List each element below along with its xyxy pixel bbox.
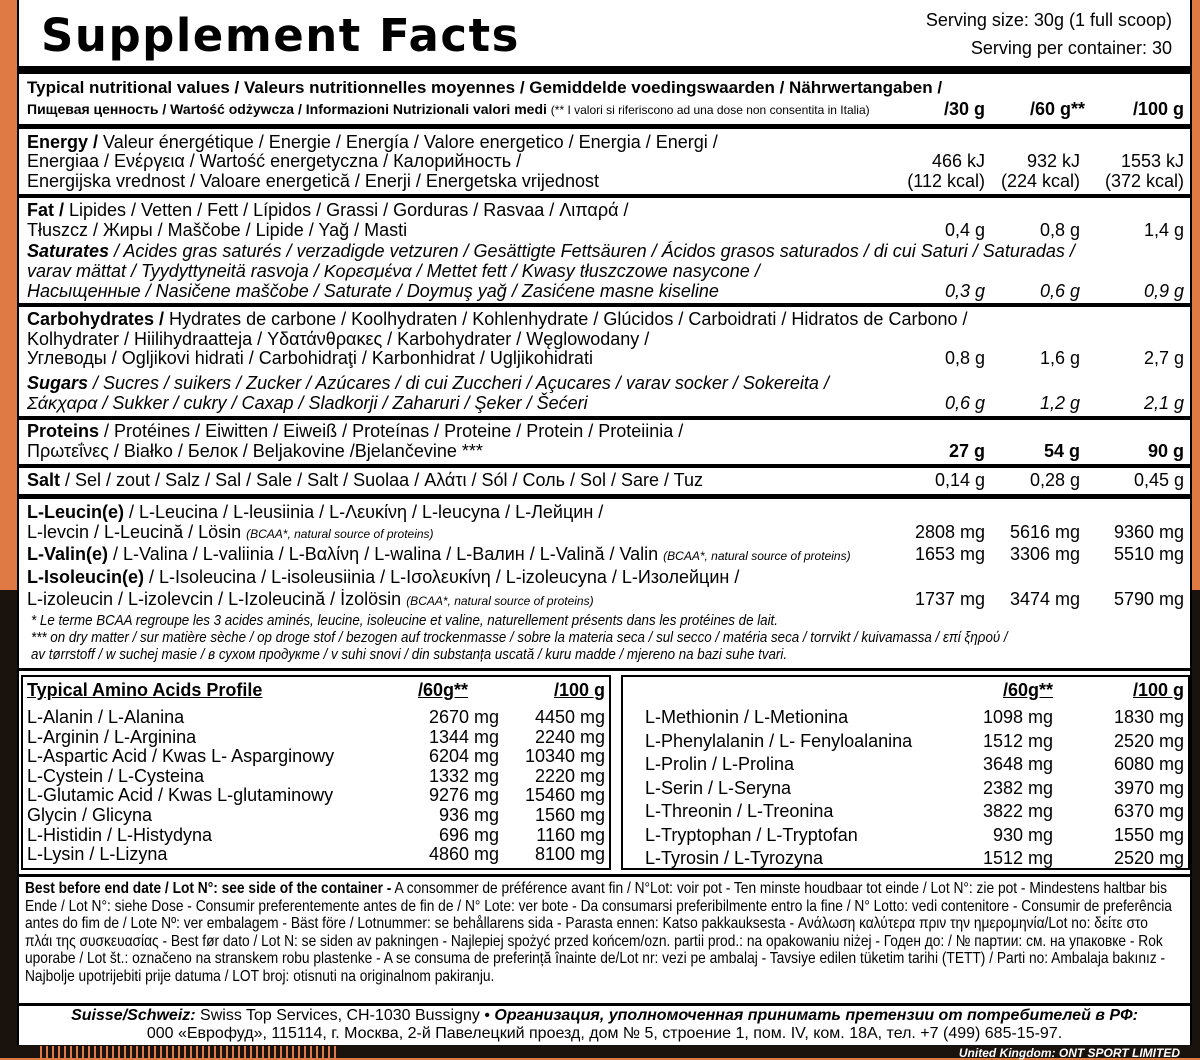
amino_left-60g: 1344 mg — [428, 726, 499, 747]
carbs-30: 0,8 g — [944, 348, 985, 368]
amino_left-name: L-Aspartic Acid / Kwas L- Asparginowy — [27, 746, 335, 767]
best-before-body: A consommer de préférence avant fin / N°Lot: voir pot - Ten minste houdbaar tot einde / Lot N°: zie pot - Mindestens haltbar bis Ende / Lot N°: siehe Dose - Consumir preferentemente antes de fin de / N° Lote: ver bote - Da consumarsi preferibilmente entro la fine / N° Lotto: vedi contenitore - Consumir de preferência antes do fim de / Lote Nº: ver embalagem - Bäst före / Lotnummer: se behållarens sida - Parasta ennen: Katso pakkauksesta - Ανάλωση καλύτερα πριν την ημερομηνία/Lot no: δείτε στο πλάι της συσκευασίας - Best før dato / Lot N: se siden av pakningen - Najlepiej spożyć przed końcem/ozn. partii prod.: na opakowaniu niżej - Годен до: / № партии: см. на упаковке - Rok uporabe / Lot št.: označeno na stranskem robu plastenke - A se consuma de preferință înainte de/Lot nr: vezi pe ambalaj - Tavsiye edilen tüketim tarihi (TETT) / Parti no: Ambalaja bakınız - Najbolje upotrijebiti prije datuma / LOT broj: otisnuti na originalnom pakiranju. — [25, 880, 1172, 985]
amino_left-100g: 1560 mg — [534, 805, 605, 825]
leucine-60: 5616 mg — [1009, 522, 1080, 542]
saturates-line3: Насыщенные / Nasičene maščobe / Saturate / Doymuş yağ / Zasićene masne kiseline — [27, 281, 719, 301]
leucine-label: L-Leucin(e) — [27, 502, 124, 522]
amino_left-100g: 8100 mg — [534, 844, 605, 865]
amino_left-100g: 15460 mg — [524, 785, 605, 806]
amino_right-100g: 6080 mg — [1113, 754, 1184, 774]
energy-kj-30: 466 kJ — [931, 151, 985, 171]
valine-line1 — [27, 544, 851, 567]
divider — [19, 668, 1190, 671]
amino_left-60g: 1332 mg — [428, 765, 499, 786]
protein-line1 — [27, 421, 683, 442]
fat-60: 0,8 g — [1039, 220, 1080, 240]
header-line2 — [27, 99, 870, 121]
leucine-line1-text: / L-Leucina / L-leusiinia / L-Λευκίνη / L-leucyna / L-Лейцин / — [124, 502, 604, 522]
isoleucine-60: 3474 mg — [1009, 589, 1080, 609]
saturates-line1-text: / Acides gras saturés / verzadigde vetzuren / Gesättigte Fettsäuren / Ácidos grasos saturados / di cui Saturi / Saturadas / — [109, 241, 1075, 261]
isoleucine-line1 — [27, 567, 739, 588]
note-dry-matter-1: *** on dry matter / sur matière sèche / op droge stof / bezogen auf trockenmasse / sobre la materia seca / sul secco / matéria seca / torrvikt / kuivamassa / επί ξηρού / — [31, 630, 1008, 646]
fat-line1-text: Lipides / Vetten / Fett / Lípidos / Grassi / Gorduras / Rasvaa / Λιπαρά / — [64, 200, 629, 220]
amino_right-60g: 1098 mg — [982, 707, 1053, 727]
col-30g: /30 g — [943, 99, 985, 119]
amino_right-name: L-Methionin / L-Metionina — [645, 707, 849, 727]
swiss-label: Suisse/Schweiz: — [71, 1007, 196, 1024]
isoleucine-100: 5790 mg — [1113, 589, 1184, 609]
carbs-line2: Kolhydrater / Hiilihydraatteja / Υδατάνθρακες / Karbohydrater / Węglowodany / — [27, 329, 650, 349]
leucine-line2-text: L-levcin / L-Leucină / Lösin — [27, 522, 247, 542]
protein-line1-text: / Protéines / Eiwitten / Eiweiß / Proteínas / Proteine / Protein / Proteiinia / — [99, 421, 684, 441]
amino_left-name: L-Histidin / L-Histydyna — [27, 824, 213, 845]
swiss-address: Swiss Top Services, CH-1030 Bussigny • — [195, 1007, 495, 1024]
col-100g: /100 g — [1132, 99, 1184, 119]
protein-30: 27 g — [948, 441, 985, 461]
footer-uk: United Kingdom: ONT SPORT LIMITED — [958, 1046, 1180, 1060]
amino_left-60g: 6204 mg — [428, 746, 499, 767]
sugars-30: 0,6 g — [944, 393, 985, 413]
fat-line1 — [27, 200, 628, 221]
isoleucine-label: L-Isoleucin(e) — [27, 567, 145, 587]
col-60g: /60 g** — [1029, 99, 1085, 119]
amino_right-60g: 3648 mg — [982, 754, 1053, 774]
amino_left-60g: 936 mg — [438, 805, 499, 825]
salt-60: 0,28 g — [1029, 470, 1080, 490]
saturates-100: 0,9 g — [1143, 281, 1184, 301]
serving-size: Serving size: 30g (1 full scoop) — [925, 10, 1172, 30]
sugars-60: 1,2 g — [1039, 393, 1080, 413]
protein-label: Proteins — [27, 421, 100, 441]
fat-line2: Tłuszcz / Жиры / Maščobe / Lipide / Yağ / Masti — [27, 220, 408, 240]
fat-30: 0,4 g — [944, 220, 985, 240]
header-note: (** I valori si riferiscono ad una dose non consentita in Italia) — [550, 103, 870, 117]
amino_right-name: L-Threonin / L-Treonina — [645, 801, 834, 821]
energy-kcal-100: (372 kcal) — [1104, 171, 1184, 191]
fat-100: 1,4 g — [1143, 220, 1184, 240]
amino-profile-right — [621, 675, 1190, 870]
ru-label: Организация, уполномоченная принимать претензии от потребителей в РФ: — [494, 1007, 1138, 1024]
isoleucine-30: 1737 mg — [914, 589, 985, 609]
valine-label: L-Valin(e) — [27, 544, 109, 564]
divider — [19, 194, 1190, 198]
energy-kj-60: 932 kJ — [1026, 151, 1080, 171]
amino_left-60g: 2670 mg — [428, 707, 499, 727]
salt-line1-text: / Sel / zout / Salz / Sal / Sale / Salt / Suolaa / Αλάτι / Sól / Соль / Sol / Sare / Tuz — [60, 470, 704, 490]
divider — [19, 494, 1190, 499]
salt-30: 0,14 g — [934, 470, 985, 490]
saturates-line1 — [27, 241, 1075, 262]
barcode-stripes — [40, 1046, 340, 1058]
divider — [19, 124, 1190, 129]
divider — [19, 464, 1190, 468]
isoleucine-note: (BCAA*, natural source of proteins) — [406, 594, 594, 608]
isoleucine-line2 — [27, 589, 594, 612]
amino_right-name: L-Serin / L-Seryna — [645, 777, 792, 798]
protein-60: 54 g — [1043, 441, 1080, 461]
amino_left-name: L-Cystein / L-Cysteina — [27, 765, 205, 786]
note-dry-matter-2: av tørrstoff / w suchej masie / в сухом продукте / v suhi snovi / din substanța uscată / kuru madde / mjereno na bazi suhe tvari. — [31, 647, 788, 663]
amino_right-60g: 1512 mg — [982, 730, 1053, 751]
energy-line2: Energiaa / Ενέργεια / Wartość energetyczna / Калорийность / — [27, 151, 522, 171]
amino-left-col100: /100 g — [553, 680, 605, 700]
amino-right-col100: /100 g — [1132, 680, 1184, 700]
amino_left-name: L-Arginin / L-Arginina — [27, 726, 197, 747]
amino_left-60g: 696 mg — [438, 824, 499, 845]
amino_right-60g: 3822 mg — [982, 801, 1053, 821]
fat-label: Fat / — [27, 200, 65, 220]
leucine-note: (BCAA*, natural source of proteins) — [246, 527, 434, 541]
amino_right-name: L-Tryptophan / L-Tryptofan — [645, 824, 858, 845]
servings-per-container: Serving per container: 30 — [970, 38, 1172, 58]
amino_right-100g: 3970 mg — [1113, 777, 1184, 798]
amino_left-name: Glycin / Glicyna — [27, 805, 153, 825]
amino_left-100g: 10340 mg — [524, 746, 605, 767]
carbs-label: Carbohydrates / — [27, 309, 165, 329]
leucine-30: 2808 mg — [914, 522, 985, 542]
amino_right-100g: 2520 mg — [1113, 730, 1184, 751]
carbs-line3: Углеводы / Ogljikovi hidrati / Carbohidraţi / Karbonhidrat / Ugljikohidrati — [27, 348, 593, 368]
energy-kcal-30: (112 kcal) — [907, 171, 985, 191]
sugars-100: 2,1 g — [1143, 393, 1184, 413]
protein-100: 90 g — [1147, 441, 1184, 461]
saturates-60: 0,6 g — [1039, 281, 1080, 301]
valine-30: 1653 mg — [914, 544, 985, 564]
address-line2: 000 «Еврофуд», 115114, г. Москва, 2-й Павелецкий проезд, дом № 5, строение 1, пом. IV, ком. 18А, тел. +7 (499) 685-15-97. — [146, 1025, 1063, 1042]
header-line1: Typical nutritional values / Valeurs nutritionnelles moyennes / Gemiddelde voedingswaarden / Nährwertangaben / — [27, 78, 943, 97]
supplement-facts-panel — [17, 0, 1192, 1045]
divider-thick — [19, 66, 1190, 74]
sugars-line2: Σάκχαρα / Sukker / cukry / Сахар / Sladkorji / Zaharuri / Şeker / Šećeri — [27, 393, 588, 413]
energy-kj-100: 1553 kJ — [1120, 151, 1184, 171]
divider — [19, 874, 1190, 877]
energy-line3: Energijska vrednost / Valoare energetică / Enerji / Energetska vrijednost — [27, 171, 599, 191]
amino-profile-left — [21, 675, 611, 870]
sugars-line1 — [27, 373, 829, 394]
page-title: Supplement Facts — [41, 9, 520, 62]
valine-line1-text: / L-Valina / L-valiinia / L-Βαλίνη / L-walina / L-Валин / L-Valină / Valin — [108, 544, 664, 564]
divider — [19, 416, 1190, 420]
amino_left-60g: 9276 mg — [428, 785, 499, 806]
amino_left-name: L-Glutamic Acid / Kwas L-glutaminowy — [27, 785, 334, 806]
amino_right-name: L-Tyrosin / L-Tyrozyna — [645, 848, 824, 868]
best-before-label: Best before end date / Lot N°: see side of the container - — [25, 880, 392, 897]
protein-line2: Πρωτεΐνες / Białko / Белок / Beljakovine /Bjelančevine *** — [27, 441, 483, 461]
carbs-60: 1,6 g — [1039, 348, 1080, 368]
divider — [19, 303, 1190, 307]
energy-line1 — [27, 132, 718, 153]
amino_left-60g: 4860 mg — [428, 844, 499, 865]
note-bcaa: * Le terme BCAA regroupe les 3 acides aminés, leucine, isoleucine et valine, naturellement présents dans les protéines de lait. — [31, 613, 778, 629]
address-line1 — [19, 1006, 1190, 1025]
valine-100: 5510 mg — [1113, 544, 1184, 564]
valine-60: 3306 mg — [1009, 544, 1080, 564]
isoleucine-line2-text: L-izoleucin / L-izolevcin / L-Izoleucină / İzolösin — [27, 589, 407, 609]
amino_right-100g: 1550 mg — [1113, 824, 1184, 845]
amino-title: Typical Amino Acids Profile — [27, 680, 263, 700]
salt-label: Salt — [27, 470, 61, 490]
saturates-line2: varav mättat / Tyydyttyneitä rasvoja / Κορεσμένα / Mettet fett / Kwasy tłuszczowe nasycone / — [27, 261, 760, 281]
saturates-label: Saturates — [27, 241, 110, 261]
salt-line1 — [27, 470, 703, 491]
amino_right-name: L-Phenylalanin / L- Fenyloalanina — [645, 730, 913, 751]
leucine-line1 — [27, 502, 603, 523]
leucine-100: 9360 mg — [1113, 522, 1184, 542]
amino_left-name: L-Alanin / L-Alanina — [27, 707, 185, 727]
carbs-100: 2,7 g — [1143, 348, 1184, 368]
amino_left-100g: 1160 mg — [536, 824, 605, 845]
amino_left-100g: 2220 mg — [534, 765, 605, 786]
amino-right-col60: /60g** — [1002, 680, 1053, 700]
amino_right-100g: 1830 mg — [1113, 707, 1184, 727]
carbs-line1-text: Hydrates de carbone / Koolhydraten / Kohlenhydrate / Glúcidos / Carboidrati / Hidratos de Carbono / — [164, 309, 968, 329]
leucine-line2 — [27, 522, 434, 545]
amino_right-60g: 1512 mg — [982, 848, 1053, 868]
amino-left-col60: /60g** — [418, 680, 469, 700]
energy-kcal-60: (224 kcal) — [1000, 171, 1080, 191]
amino_right-60g: 2382 mg — [982, 777, 1053, 798]
amino_right-100g: 2520 mg — [1113, 848, 1184, 868]
amino_right-60g: 930 mg — [992, 824, 1053, 845]
amino_right-name: L-Prolin / L-Prolina — [645, 754, 795, 774]
best-before-text — [25, 880, 1177, 985]
isoleucine-line1-text: / L-Isoleucina / L-isoleusiinia / L-Ισολευκίνη / L-izoleucyna / L-Изолейцин / — [144, 567, 740, 587]
carbs-line1 — [27, 309, 968, 330]
amino_left-100g: 4450 mg — [534, 707, 605, 727]
energy-label: Energy / — [27, 132, 99, 152]
amino_left-100g: 2240 mg — [534, 726, 605, 747]
amino_left-name: L-Lysin / L-Lizyna — [27, 844, 168, 865]
sugars-line1-text: / Sucres / suikers / Zucker / Azúcares / di cui Zuccheri / Açucares / varav socker / Sokereita / — [88, 373, 829, 393]
sugars-label: Sugars — [27, 373, 89, 393]
header-line2-text: Пищевая ценность / Wartość odżywcza / Informazioni Nutrizionali valori medi — [27, 101, 547, 117]
saturates-30: 0,3 g — [944, 281, 985, 301]
valine-note: (BCAA*, natural source of proteins) — [663, 549, 851, 563]
amino_right-100g: 6370 mg — [1113, 801, 1184, 821]
salt-100: 0,45 g — [1133, 470, 1184, 490]
energy-line1-text: Valeur énergétique / Energie / Energía / Valore energetico / Energia / Energi / — [98, 132, 718, 152]
